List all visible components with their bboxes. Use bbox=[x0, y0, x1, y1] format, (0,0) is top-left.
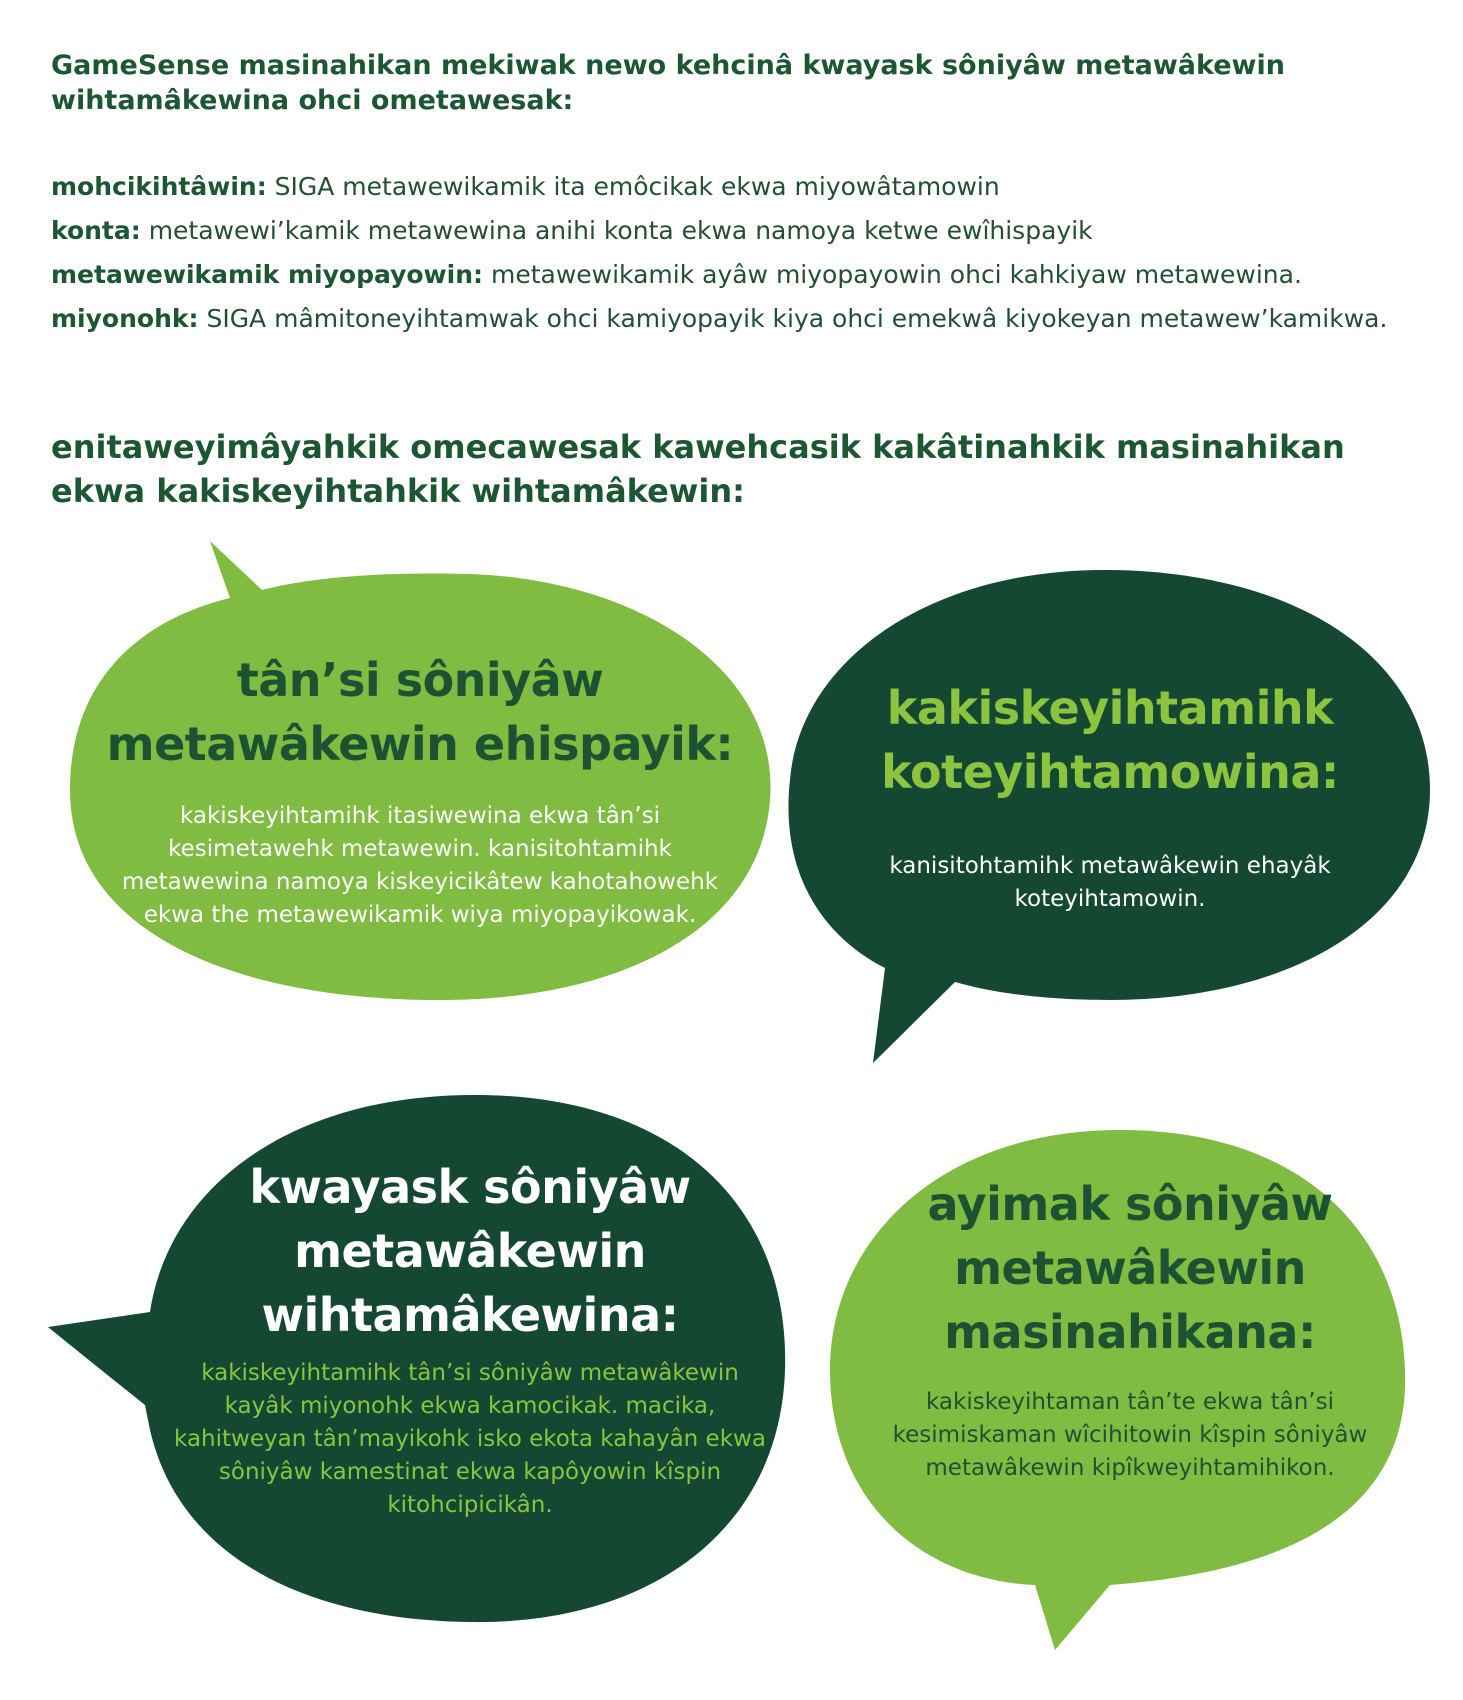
bubble-3-content bbox=[170, 1155, 770, 1522]
term-text: SIGA metawewikamik ita emôcikak ekwa miyowâtamowin bbox=[266, 172, 1000, 201]
bubble-2-title: kakiskeyihtamihk koteyihtamowina: bbox=[881, 681, 1339, 799]
term-text: metawewikamik ayâw miyopayowin ohci kahkiyaw metawewina. bbox=[483, 260, 1302, 289]
bubble-4-body: kakiskeyihtaman tân’te ekwa tân’si kesimiskaman wîcihitowin kîspin sôniyâw metawâkewin kipîkweyihtamihikon. bbox=[892, 1389, 1368, 1481]
bubble-1-body: kakiskeyihtamihk itasiwewina ekwa tân’si kesimetawehk metawewin. kanisitohtamihk metawewina namoya kiskeyicikâtew kahotahowehk ekwa the metawewikamik wiya miyopayikowak. bbox=[122, 803, 718, 928]
term-label: konta: bbox=[51, 216, 141, 245]
term-text: metawewi’kamik metawewina anihi konta ekwa namoya ketwe ewîhispayik bbox=[140, 216, 1093, 245]
bubble-2-body: kanisitohtamihk metawâkewin ehayâk koteyihtamowin. bbox=[889, 853, 1331, 912]
term-label: miyonohk: bbox=[51, 304, 199, 333]
bubble-1-title: tân’si sôniyâw metawâkewin ehispayik: bbox=[106, 653, 734, 771]
term-label: mohcikihtâwin: bbox=[51, 172, 267, 201]
term-label: metawewikamik miyopayowin: bbox=[51, 260, 484, 289]
term-text: SIGA mâmitoneyihtamwak ohci kamiyopayik kiya ohci emekwâ kiyokeyan metawew’kamikwa. bbox=[198, 304, 1388, 333]
section-heading: enitaweyimâyahkik omecawesak kawehcasik kakâtinahkik masinahikan ekwa kakiskeyihtahkik wihtamâkewin: bbox=[51, 428, 1345, 510]
bubble-2-content bbox=[830, 676, 1390, 916]
intro-text: GameSense masinahikan mekiwak newo kehcinâ kwayask sôniyâw metawâkewin wihtamâkewina ohci ometawesak: bbox=[51, 50, 1285, 116]
bubble-1-content bbox=[100, 648, 740, 932]
bubble-3-title: kwayask sôniyâw metawâkewin wihtamâkewina: bbox=[249, 1160, 691, 1342]
bubble-4-title: ayimak sôniyâw metawâkewin masinahikana: bbox=[927, 1177, 1333, 1359]
bubble-3-body: kakiskeyihtamihk tân’si sôniyâw metawâkewin kayâk miyonohk ekwa kamocikak. macika, kahitweyan tân’mayikohk isko ekota kahayân ekwa sôniyâw kamestinat ekwa kapôyowin kîspin kitohcipicikân. bbox=[174, 1360, 766, 1518]
bubble-4-content bbox=[860, 1172, 1400, 1485]
